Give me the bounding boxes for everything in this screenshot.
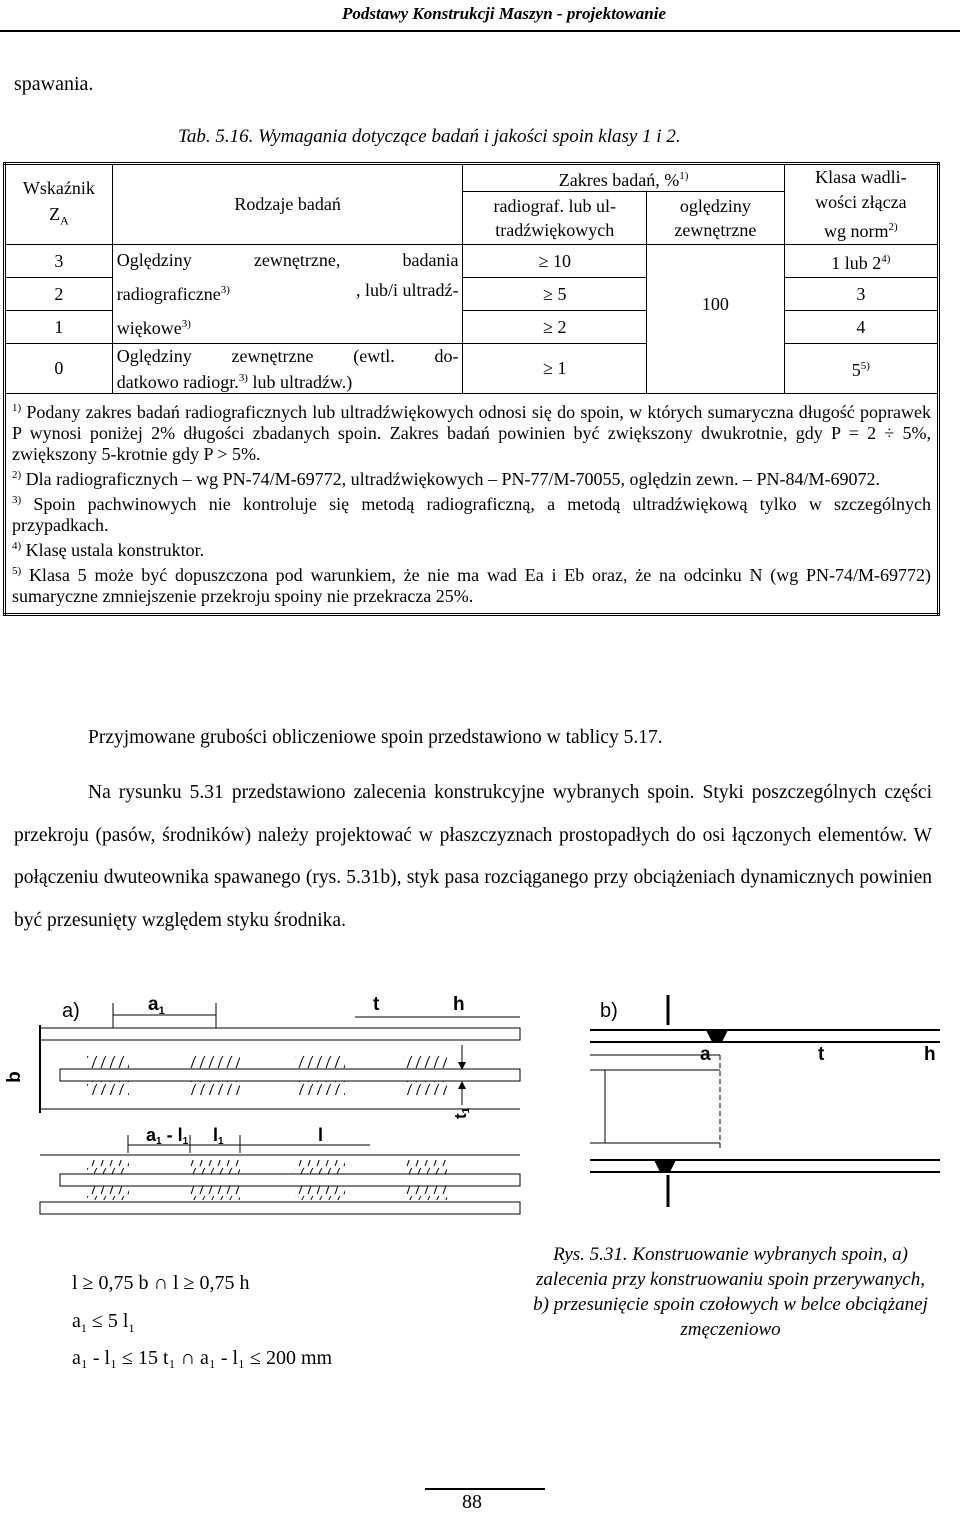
footer-rule [425,1488,545,1490]
label-a1: $a_1$ [148,994,165,1017]
row2-z: 2 [5,278,113,311]
label-l1: l1 [213,1125,224,1147]
requirements-table [3,162,940,616]
weld-2 [190,1055,240,1069]
label-h: h [453,994,465,1015]
row3-z: 3 [5,245,113,278]
label-l: l [318,1125,324,1145]
page-number: 88 [462,1491,482,1513]
weld-8 [403,1081,447,1095]
weld-3 [295,1055,345,1069]
table-caption: Tab. 5.16. Wymagania dotyczące badań i jakości spoin klasy 1 i 2. [178,126,681,147]
label-a: a) [62,1000,80,1022]
weld-7 [295,1081,345,1095]
row3-class: 1 lub 2$^{4)}$ [784,245,938,278]
label-t: t [373,994,380,1015]
label-t1: t1 [451,1107,472,1119]
note-1: $^{1)}$ Podany zakres badań radiograficznych lub ultradźwiękowych odnosi się do spoin, w których sumaryczna długość poprawek P wynosi poniżej 2% długości zbadanych spoin. Zakres badań powinien być zwiększony dwukrotnie, gdy P = 2 ÷ 5%, zwiększony 5-krotnie gdy P > 5%. [12,402,932,464]
kind-b: Oględziny zewnętrzne (ewtl. do- datkowo radiogr.$^{3)}$ lub ultradźw.) [112,344,463,394]
table-notes [5,394,939,615]
formula-3: a₁ - l₁ ≤ 15 t₁ ∩ a₁ - l₁ ≤ 200 mm [72,1347,333,1369]
head-range: Zakres badań, %$^{1)}$ [463,164,784,192]
figure-5-31 [0,985,960,1240]
row1-z: 1 [5,311,113,344]
ext-value: 100 [647,245,785,394]
ibeam [590,1030,940,1172]
weld-1 [87,1055,129,1069]
label-a1-l1: a1 - l1 [146,1125,189,1147]
note-4: $^{4)}$ Klasę ustala konstruktor. [12,540,205,560]
paragraph-2: Na rysunku 5.31 przedstawiono zalecenia konstrukcyjne wybranych spoin. Styki poszczególnych części przekroju (pasów, środników) należy projektować w płaszczyznach prostopadłych do osi łączonych elementów. W połączeniu dwuteownika spawanego (rys. 5.31b), styk pasa rozciąganego przy obciążeniach dynamicznych powinien być przesunięty względem styku środnika. [14,782,932,931]
header-title: Podstawy Konstrukcji Maszyn - projektowanie [342,4,666,23]
weld-4 [403,1055,447,1069]
head-radio: radiograf. lub ul- tradźwiękowych [463,192,647,245]
row0-radio: ≥ 1 [463,344,647,394]
head-indicator: Wskaźnik $Z_A$ [5,164,113,245]
head-ext: oględziny zewnętrzne [647,192,785,245]
row2-radio: ≥ 5 [463,278,647,311]
head-class: Klasa wadli- wości złącza wg norm$^{2)}$ [784,164,938,245]
formula-1: l ≥ 0,75 b ∩ l ≥ 0,75 h [72,1272,250,1294]
plate-bottom [60,1174,520,1186]
note-3: $^{3)}$ Spoin pachwinowych nie kontroluje się metodą radiograficzną, a metodą ultradźwiękową tylko w szczególnych przypadkach. [12,494,931,535]
weld-5 [87,1081,129,1095]
weld-6 [190,1081,240,1095]
page-header [0,0,960,32]
label-b: b [4,1071,25,1083]
note-5: $^{5)}$ Klasa 5 może być dopuszczona pod warunkiem, że nie ma wad Ea i Eb oraz, że na odcinku N (wg PN-74/M-69772) sumaryczne zmniejszenie przekroju spoiny nie przekracza 25%. [12,565,931,606]
figure-caption: Rys. 5.31. Konstruowanie wybranych spoin, a) zalecenia przy konstruowaniu spoin przerywanych, b) przesunięcie spoin czołowych w belce obciążanej zmęczeniowo [533,1244,928,1340]
plate-mid [60,1069,520,1081]
head-kinds: Rodzaje badań [112,164,463,245]
kind-a: Oględziny zewnętrzne, badania radiograficzne$^{3)}$ , lub/i ultradź- więkowe$^{3)}$ [112,245,463,344]
label-b-h: h [924,1044,936,1065]
paragraph-1: Przyjmowane grubości obliczeniowe spoin przedstawiono w tablicy 5.17. [88,727,663,748]
label-b-a: a [700,1044,711,1065]
row2-class: 3 [784,278,938,311]
row1-class: 4 [784,311,938,344]
label-b-part: b) [600,1000,618,1022]
note-2: $^{2)}$ Dla radiograficznych – wg PN-74/M-69772, ultradźwiękowych – PN-77/M-70055, oględzin zewn. – PN-84/M-69072. [12,469,881,489]
intro-word: spawania. [14,73,94,95]
row1-radio: ≥ 2 [463,311,647,344]
row3-radio: ≥ 10 [463,245,647,278]
formula-2: $a_1 \le 5$ $l_1$ [72,1310,135,1335]
row0-z: 0 [5,344,113,394]
label-b-t: t [818,1044,825,1065]
row0-class: 5$^{5)}$ [784,344,938,394]
plate-top [40,1028,520,1040]
